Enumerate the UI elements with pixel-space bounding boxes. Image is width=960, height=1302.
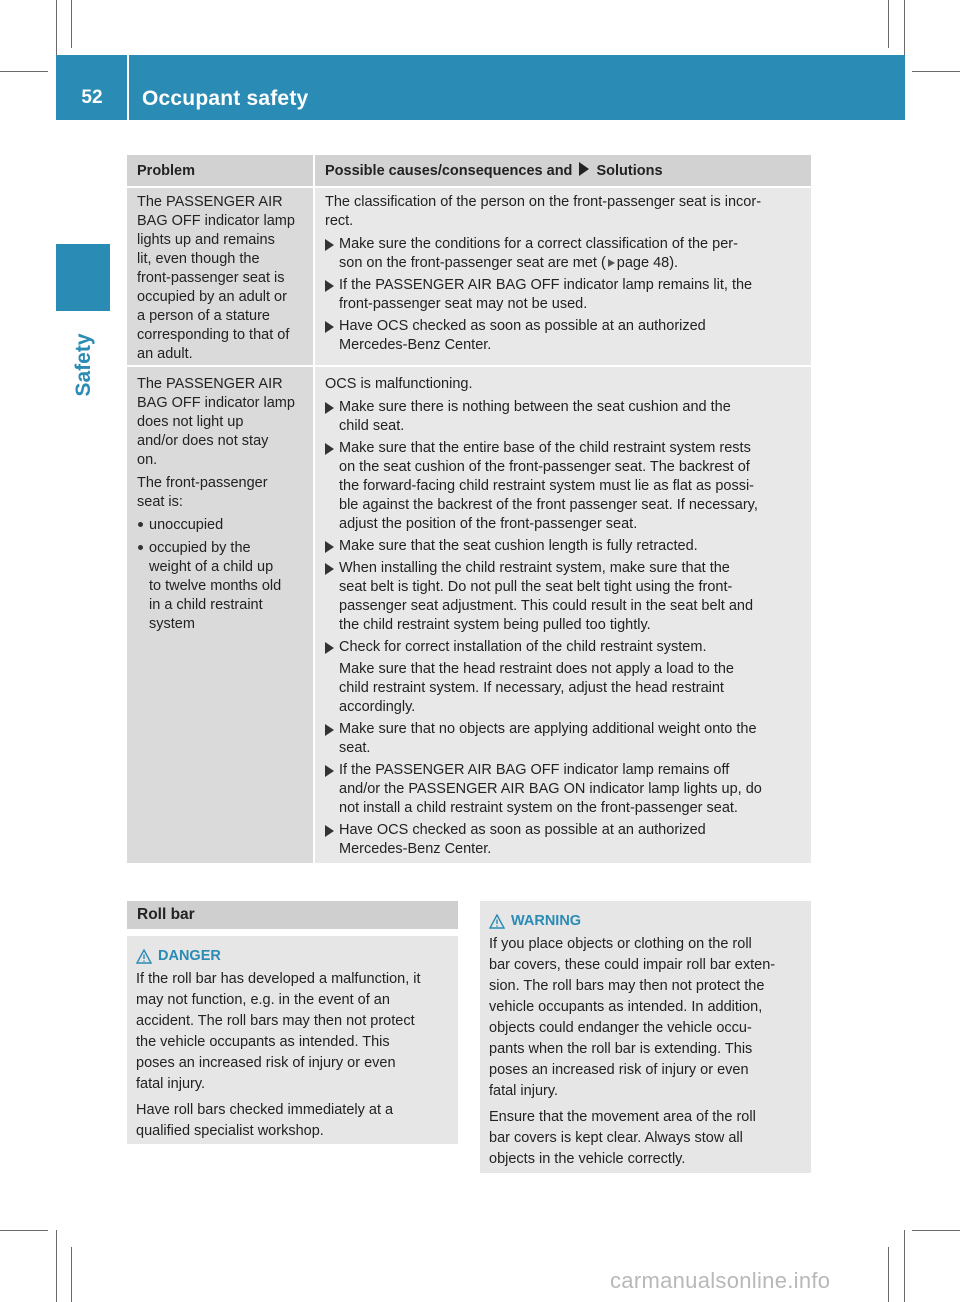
solution-step-line: ble against the backrest of the front passenger seat. If necessary, — [339, 497, 758, 513]
solution-step-line: Have OCS checked as soon as possible at an authorized — [339, 822, 706, 838]
problem-text-line: an adult. — [137, 346, 193, 362]
solution-step-line: If the PASSENGER AIR BAG OFF indicator lamp remains off — [339, 762, 730, 778]
solution-step-line: the forward-facing child restraint system must lie as flat as possi- — [339, 478, 755, 494]
problem-text — [137, 474, 305, 512]
list-item-line: to twelve months old — [149, 578, 282, 594]
solution-step — [325, 439, 803, 534]
solution-step-line: Make sure that the entire base of the child restraint system rests — [339, 440, 751, 456]
warning-triangle-icon — [489, 914, 505, 929]
list-item-line: unoccupied — [149, 517, 224, 533]
step-note-line: child restraint system. If necessary, adjust the head restraint — [339, 680, 724, 696]
arrow-right-icon — [325, 239, 334, 251]
table-header-row — [127, 155, 811, 186]
cause-text — [325, 193, 803, 231]
solution-step — [325, 398, 803, 436]
page-header — [56, 55, 905, 120]
crop-mark — [71, 0, 72, 48]
solution-cell — [315, 367, 811, 863]
danger-paragraph — [136, 969, 450, 1095]
warning-paragraph — [489, 1107, 803, 1170]
problem-text-line: does not light up — [137, 414, 244, 430]
step-note — [325, 660, 803, 717]
solution-step — [325, 317, 803, 355]
arrow-right-icon — [579, 162, 589, 176]
list-item — [137, 539, 305, 634]
solution-step-line: child seat. — [339, 418, 405, 434]
danger-line: the vehicle occupants as intended. This — [136, 1034, 390, 1050]
side-tab-marker — [56, 244, 110, 311]
solution-step-line: When installing the child restraint system, make sure that the — [339, 560, 730, 576]
side-tab-label: Safety — [72, 333, 95, 397]
danger-title-text: DANGER — [158, 948, 221, 964]
problem-text-line: occupied by an adult or — [137, 289, 287, 305]
warning-line: pants when the roll bar is extending. This — [489, 1041, 753, 1057]
danger-panel — [127, 936, 458, 1144]
arrow-right-icon — [325, 280, 334, 292]
warning-title-text: WARNING — [511, 913, 582, 929]
crop-mark — [888, 1247, 889, 1302]
bullet-icon — [138, 545, 143, 550]
problem-text-line: corresponding to that of — [137, 327, 290, 343]
solution-step-line: If the PASSENGER AIR BAG OFF indicator lamp remains lit, the — [339, 277, 753, 293]
list-item-line: occupied by the — [149, 540, 251, 556]
solution-step-line: seat belt is tight. Do not pull the seat belt tight using the front- — [339, 579, 733, 595]
warning-line: sion. The roll bars may then not protect the — [489, 978, 765, 994]
solution-step — [325, 537, 803, 556]
solution-step — [325, 276, 803, 314]
danger-line: Have roll bars checked immediately at a — [136, 1102, 394, 1118]
cause-text-line: rect. — [325, 213, 354, 229]
solution-step-line: adjust the position of the front-passenger seat. — [339, 516, 638, 532]
list-item-line: weight of a child up — [149, 559, 274, 575]
danger-line: fatal injury. — [136, 1076, 206, 1092]
solution-step-line: Have OCS checked as soon as possible at an authorized — [339, 318, 706, 334]
solution-cell — [315, 188, 811, 365]
problem-column-header: Problem — [127, 155, 313, 186]
problem-text-line: The PASSENGER AIR — [137, 194, 283, 210]
solution-step-line: Make sure that the seat cushion length is fully retracted. — [339, 538, 698, 554]
solution-step — [325, 235, 803, 273]
warning-triangle-icon — [136, 949, 152, 964]
warning-line: objects in the vehicle correctly. — [489, 1151, 686, 1167]
page-reference-icon — [608, 259, 615, 267]
crop-mark — [71, 1247, 72, 1302]
arrow-right-icon — [325, 724, 334, 736]
page-number: 52 — [81, 87, 103, 108]
problem-text-line: BAG OFF indicator lamp — [137, 395, 295, 411]
crop-mark — [56, 1230, 57, 1302]
solution-step-line: seat. — [339, 740, 371, 756]
list-item — [137, 516, 305, 535]
danger-line: poses an increased risk of injury or even — [136, 1055, 396, 1071]
danger-title — [136, 946, 450, 967]
solution-step-line: Make sure the conditions for a correct classification of the per- — [339, 236, 738, 252]
step-note-line: accordingly. — [339, 699, 416, 715]
problem-text-line: The front-passenger — [137, 475, 268, 491]
solution-step-line: on the seat cushion of the front-passenger seat. The backrest of — [339, 459, 750, 475]
solution-step — [325, 720, 803, 758]
problem-text-line: on. — [137, 452, 158, 468]
arrow-right-icon — [325, 541, 334, 553]
solution-step-line: son on the front-passenger seat are met ( — [339, 255, 606, 271]
solution-step-line: not install a child restraint system on the front-passenger seat. — [339, 800, 738, 816]
solution-step — [325, 638, 803, 657]
warning-paragraph — [489, 934, 803, 1102]
warning-line: If you place objects or clothing on the roll — [489, 936, 752, 952]
problem-cell — [127, 188, 313, 365]
crop-mark — [888, 0, 889, 48]
section-title: Occupant safety — [142, 87, 309, 110]
watermark: carmanualsonline.info — [610, 1268, 831, 1293]
solution-step-line: passenger seat adjustment. This could result in the seat belt and — [339, 598, 754, 614]
solution-step — [325, 559, 803, 635]
solution-step-line: Mercedes-Benz Center. — [339, 841, 492, 857]
problem-text — [137, 375, 305, 470]
solution-step-line: front-passenger seat may not be used. — [339, 296, 588, 312]
side-tab — [62, 315, 106, 415]
warning-line: bar covers, these could impair roll bar exten- — [489, 957, 776, 973]
problem-text-line: lit, even though the — [137, 251, 260, 267]
danger-line: qualified specialist workshop. — [136, 1123, 324, 1139]
solution-step — [325, 761, 803, 818]
table-row — [127, 367, 811, 863]
arrow-right-icon — [325, 642, 334, 654]
solution-step-line: the child restraint system being pulled too tightly. — [339, 617, 651, 633]
warning-line: bar covers is kept clear. Always stow all — [489, 1130, 743, 1146]
arrow-right-icon — [325, 765, 334, 777]
solution-step-line: and/or the PASSENGER AIR BAG ON indicator lamp lights up, do — [339, 781, 762, 797]
problem-text-line: and/or does not stay — [137, 433, 269, 449]
header-divider — [127, 55, 129, 120]
solution-step-line: Check for correct installation of the child restraint system. — [339, 639, 707, 655]
list-item-line: system — [149, 616, 195, 632]
arrow-right-icon — [325, 443, 334, 455]
crop-mark — [56, 0, 57, 55]
danger-line: may not function, e.g. in the event of an — [136, 992, 390, 1008]
crop-mark — [0, 1230, 48, 1231]
crop-mark — [904, 0, 905, 55]
bullet-icon — [138, 522, 143, 527]
arrow-right-icon — [325, 563, 334, 575]
danger-paragraph — [136, 1100, 450, 1142]
solutions-header-text-2: Solutions — [596, 163, 663, 179]
list-item-line: in a child restraint — [149, 597, 263, 613]
crop-mark — [912, 1230, 960, 1231]
problem-text — [137, 193, 305, 364]
cause-text-line: OCS is malfunctioning. — [325, 376, 473, 392]
crop-mark — [904, 1230, 905, 1302]
solution-step-line: Mercedes-Benz Center. — [339, 337, 492, 353]
solution-step-line: Make sure there is nothing between the seat cushion and the — [339, 399, 731, 415]
cause-text-line: The classification of the person on the front-passenger seat is incor- — [325, 194, 762, 210]
page-reference[interactable]: page 48). — [616, 255, 679, 271]
cause-text — [325, 375, 803, 394]
solution-step — [325, 821, 803, 859]
danger-line: accident. The roll bars may then not protect — [136, 1013, 415, 1029]
problem-text-line: lights up and remains — [137, 232, 275, 248]
danger-line: If the roll bar has developed a malfunction, it — [136, 971, 421, 987]
crop-mark — [0, 71, 48, 72]
troubleshooting-table — [127, 155, 811, 863]
warning-line: objects could endanger the vehicle occu- — [489, 1020, 752, 1036]
roll-bar-heading: Roll bar — [127, 901, 458, 929]
step-note-line: Make sure that the head restraint does not apply a load to the — [339, 661, 734, 677]
arrow-right-icon — [325, 825, 334, 837]
crop-mark — [912, 71, 960, 72]
problem-text-line: seat is: — [137, 494, 183, 510]
warning-line: Ensure that the movement area of the roll — [489, 1109, 756, 1125]
warning-title — [489, 911, 803, 932]
problem-cell — [127, 367, 313, 863]
arrow-right-icon — [325, 321, 334, 333]
warning-line: fatal injury. — [489, 1083, 559, 1099]
solutions-header-text: Possible causes/consequences and — [325, 163, 573, 179]
problem-text-line: BAG OFF indicator lamp — [137, 213, 295, 229]
problem-text-line: a person of a stature — [137, 308, 270, 324]
problem-text-line: front-passenger seat is — [137, 270, 285, 286]
warning-line: vehicle occupants as intended. In addition, — [489, 999, 763, 1015]
warning-panel — [480, 901, 811, 1173]
problem-text-line: The PASSENGER AIR — [137, 376, 283, 392]
solutions-column-header — [315, 155, 811, 186]
table-row — [127, 188, 811, 365]
warning-line: poses an increased risk of injury or even — [489, 1062, 749, 1078]
arrow-right-icon — [325, 402, 334, 414]
solution-step-line: Make sure that no objects are applying additional weight onto the — [339, 721, 757, 737]
